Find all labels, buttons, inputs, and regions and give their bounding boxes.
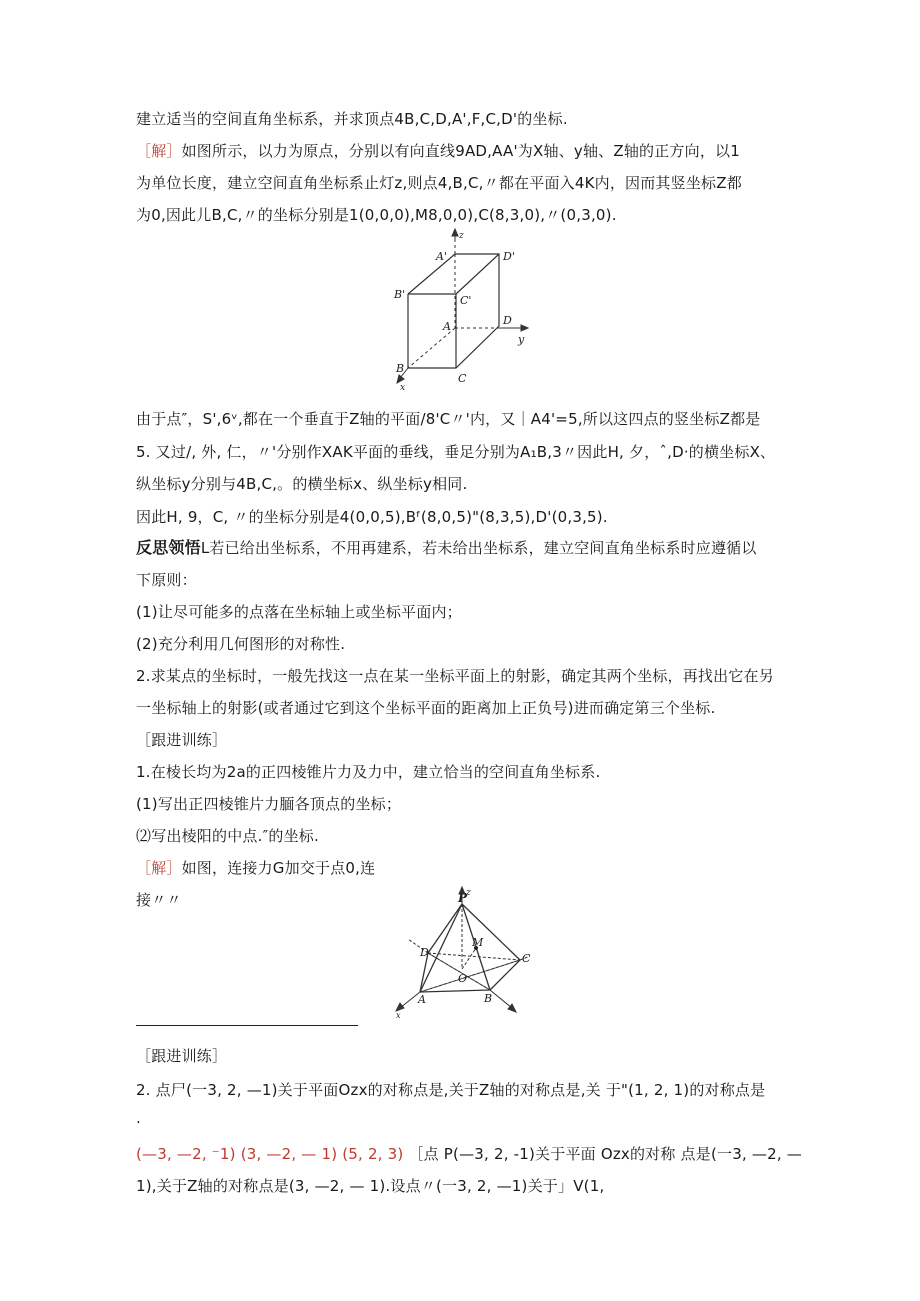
label-x: x <box>396 1011 401 1018</box>
text-line-4: 为0,因此儿B,C,〃的坐标分别是1(0,0,0),M8,0,0),C(8,3,0),〃(0,3,0). <box>136 206 617 224</box>
label-P: P <box>458 891 468 905</box>
text-line-7: 纵坐标y分别与4B,C,。的横坐标x、纵坐标y相同. <box>136 475 468 493</box>
text-span: 如图，连接力G加交于点0,连 <box>181 859 376 877</box>
text-line-19 <box>136 858 375 878</box>
edge-PD <box>428 904 462 953</box>
box-coordinate-figure <box>390 226 540 394</box>
segment-OM <box>462 948 476 969</box>
y-axis-arrow <box>521 325 528 331</box>
label-C: C <box>522 952 531 965</box>
answer-red: (—3, —2, ⁻1) (3, —2, — 1) (5, 2, 3) <box>136 1145 404 1163</box>
text-line-3: 为单位长度，建立空间直角坐标系止灯z,则点4,B,C,〃都在平面入4K内，因而其竖坐标Z都 <box>136 174 742 192</box>
label-C: C <box>458 372 467 385</box>
text-line-1: 建立适当的空间直角坐标系，并求顶点4B,C,D,A',F,C,D'的坐标. <box>136 110 568 128</box>
label-B: B <box>484 992 493 1005</box>
reflection-heading: 反思领悟 <box>136 538 201 557</box>
label-M: M <box>472 936 484 949</box>
x-axis-arrow <box>397 375 404 383</box>
pyramid-coordinate-figure <box>380 884 550 1018</box>
text-line-13: 2.求某点的坐标时，一般先找这一点在某一坐标平面上的射影，确定其两个坐标，再找出它在另 <box>136 667 774 685</box>
label-z: z <box>466 888 471 898</box>
label-C1: C' <box>460 294 472 307</box>
text-line-23: . <box>136 1109 141 1127</box>
label-A: A <box>418 993 426 1006</box>
x-axis-arrow <box>396 1003 404 1011</box>
box-hidden-edge <box>408 328 455 368</box>
text-line-22: 2. 点尸(一3, 2, —1)关于平面Ozx的对称点是,关于Z轴的对称点是,关 于"(1, 2, 1)的对称点是 <box>136 1081 766 1099</box>
text-line-11: (1)让尽可能多的点落在坐标轴上或坐标平面内； <box>136 603 462 621</box>
text-span: ［点 P(—3, 2, -1)关于平面 Ozx的对称 点是(一3, —2, — <box>408 1145 802 1163</box>
label-x: x <box>400 383 406 393</box>
z-axis-arrow <box>452 229 458 236</box>
text-line-12: (2)充分利用几何图形的对称性. <box>136 635 346 653</box>
section-heading-follow-up: ［跟进训练］ <box>136 731 228 749</box>
solution-tag: ［解］ <box>136 859 182 877</box>
x-axis <box>400 992 420 1008</box>
text-line-6: 5. 又过/, 外, 仁，〃'分别作XAK平面的垂线，垂足分别为A₁B,3〃因此H, 夕，ˆ,D·的横坐标X、 <box>136 443 776 461</box>
label-B1: B' <box>394 288 406 301</box>
separator-rule <box>136 1025 358 1026</box>
text-line-16: 1.在棱长均为2a的正四棱锥片力及力中，建立恰当的空间直角坐标系. <box>136 763 601 781</box>
label-B: B <box>396 362 405 375</box>
text-span: 如图所示，以力为原点，分别以有向直线9AD,AA'为X轴、y轴、Z轴的正方向，以1 <box>181 142 740 160</box>
text-line-10: 下原则： <box>136 571 197 589</box>
label-A: A <box>443 320 451 333</box>
label-O: O <box>458 972 468 985</box>
text-span: L若已给出坐标系，不用再建系，若未给出坐标系，建立空间直角坐标系时应遵循以 <box>200 539 757 557</box>
text-line-24 <box>136 1144 802 1164</box>
label-D: D <box>503 314 512 327</box>
section-heading-follow-up-2: ［跟进训练］ <box>136 1047 228 1065</box>
text-line-5: 由于点″，S',6ᵛ,都在一个垂直于Z轴的平面/8'C〃'内，又｜A4'=5,所以这四点的竖坐标Z都是 <box>136 410 761 428</box>
text-line-20: 接〃〃 <box>136 891 182 909</box>
solution-tag: ［解］ <box>136 142 182 160</box>
text-line-18: ⑵写出棱阳的中点.″的坐标. <box>136 827 319 845</box>
text-line-8: 因此H, 9，C, 〃的坐标分别是4(0,0,5),Bᶠ(8,0,5)"(8,3,5),D'(0,3,5). <box>136 508 608 526</box>
box-solid-edges <box>408 254 499 368</box>
label-A1: A' <box>436 250 447 263</box>
edge-AC-front <box>420 960 520 992</box>
label-D: D <box>420 946 429 959</box>
text-line-17: (1)写出正四棱锥片力腼各顶点的坐标； <box>136 795 402 813</box>
y-axis <box>490 990 512 1008</box>
label-D1: D' <box>503 250 515 263</box>
text-line-2 <box>136 141 740 161</box>
box-edge <box>456 254 499 294</box>
text-line-14: 一坐标轴上的射影(或者通过它到这个坐标平面的距离加上正负号)进而确定第三个坐标. <box>136 699 716 717</box>
edge-AB <box>420 990 490 992</box>
text-line-25: 1),关于Z轴的对称点是(3, —2, — 1).设点〃(一3, 2, —1)关于」V(1, <box>136 1177 605 1195</box>
text-line-9 <box>136 538 757 558</box>
label-z: z <box>459 231 464 241</box>
label-y: y <box>518 333 525 346</box>
pyramid-hidden-edge <box>428 953 520 960</box>
